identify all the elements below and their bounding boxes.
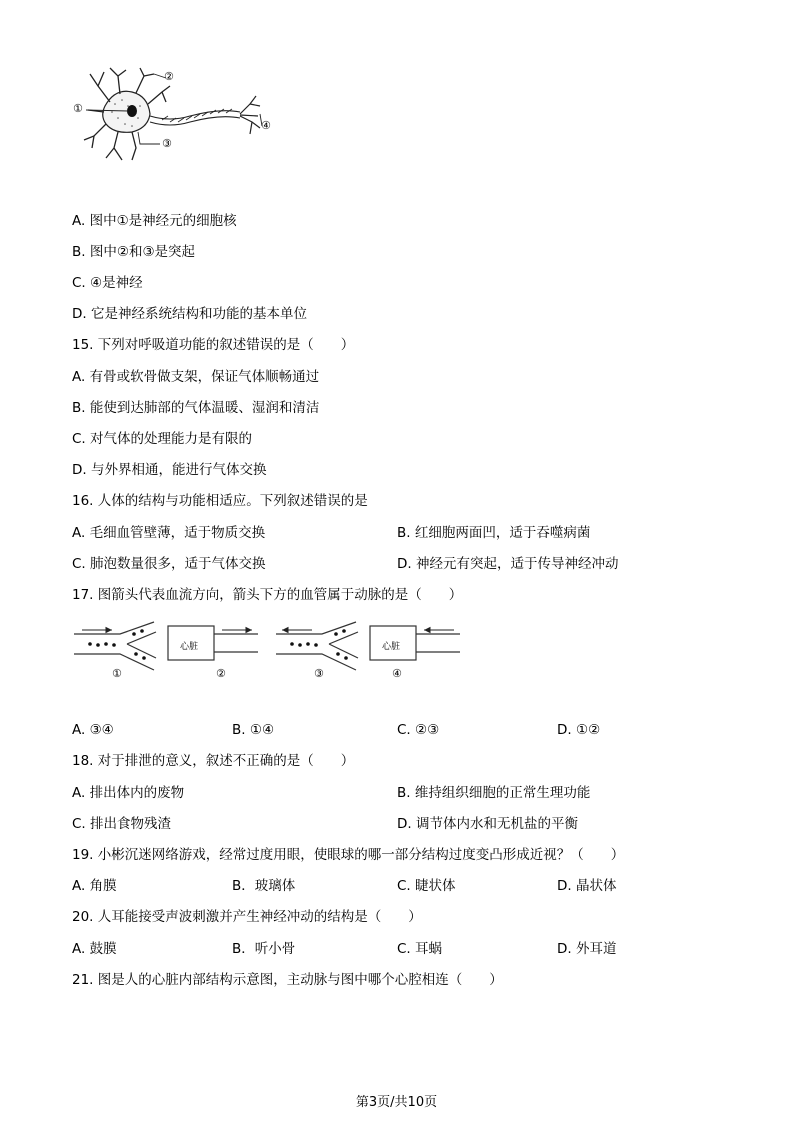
- heart-label-1: 心脏: [180, 642, 199, 652]
- q15-option-d: D. 与外界相通，能进行气体交换: [72, 462, 267, 478]
- q20-stem: 20. 人耳能接受声波刺激并产生神经冲动的结构是（ ）: [72, 909, 422, 925]
- q20-option-a: A. 鼓膜: [72, 941, 117, 957]
- q16-option-c: C. 肺泡数量很多，适于气体交换: [72, 556, 266, 572]
- q18-option-a: A. 排出体内的废物: [72, 785, 185, 801]
- vessel-number-3: ③: [314, 667, 324, 680]
- q19-option-d: D. 晶状体: [557, 878, 617, 894]
- q16-option-d: D. 神经元有突起，适于传导神经冲动: [397, 556, 619, 572]
- q17-option-c: C. ②③: [397, 722, 440, 738]
- vessel-number-4: ④: [392, 667, 402, 680]
- q20-option-c: C. 耳蜗: [397, 941, 443, 957]
- neuron-marker-4: ④: [261, 119, 271, 132]
- q20-option-d: D. 外耳道: [557, 941, 617, 957]
- neuron-marker-2: ②: [164, 70, 174, 83]
- q16-stem: 16. 人体的结构与功能相适应。下列叙述错误的是: [72, 493, 368, 509]
- blood-flow-diagram: [72, 620, 472, 688]
- neuron-diagram: [70, 66, 280, 166]
- q19-option-c: C. 睫状体: [397, 878, 456, 894]
- q21-stem: 21. 图是人的心脏内部结构示意图，主动脉与图中哪个心腔相连（ ）: [72, 972, 503, 988]
- q17-stem: 17. 图箭头代表血流方向，箭头下方的血管属于动脉的是（ ）: [72, 587, 463, 603]
- q18-option-d: D. 调节体内水和无机盐的平衡: [397, 816, 578, 832]
- neuron-figure: [70, 66, 280, 166]
- q14-option-d: D. 它是神经系统结构和功能的基本单位: [72, 306, 307, 322]
- q18-option-b: B. 维持组织细胞的正常生理功能: [397, 785, 591, 801]
- q17-option-b: B. ①④: [232, 722, 275, 738]
- q14-option-a: A. 图中①是神经元的细胞核: [72, 213, 237, 229]
- q14-option-b: B. 图中②和③是突起: [72, 244, 196, 260]
- q15-option-c: C. 对气体的处理能力是有限的: [72, 431, 253, 447]
- q19-stem: 19. 小彬沉迷网络游戏，经常过度用眼，使眼球的哪一部分结构过度变凸形成近视？（ ）: [72, 847, 625, 863]
- q17-option-d: D. ①②: [557, 722, 601, 738]
- blood-flow-figure: [72, 620, 472, 688]
- q18-stem: 18. 对于排泄的意义，叙述不正确的是（ ）: [72, 753, 355, 769]
- vessel-number-1: ①: [112, 667, 122, 680]
- q14-option-c: C. ④是神经: [72, 275, 143, 291]
- q16-option-b: B. 红细胞两面凹，适于吞噬病菌: [397, 525, 591, 541]
- heart-label-2: 心脏: [382, 642, 401, 652]
- q17-option-a: A. ③④: [72, 722, 114, 738]
- q15-stem: 15. 下列对呼吸道功能的叙述错误的是（ ）: [72, 337, 355, 353]
- vessel-number-2: ②: [216, 667, 226, 680]
- q19-option-a: A. 角膜: [72, 878, 117, 894]
- q20-option-b: B．听小骨: [232, 941, 296, 957]
- neuron-marker-3: ③: [162, 137, 172, 150]
- page-number: 第3页/共10页: [355, 1095, 438, 1110]
- q18-option-c: C. 排出食物残渣: [72, 816, 172, 832]
- q15-option-a: A. 有骨或软骨做支架，保证气体顺畅通过: [72, 369, 320, 385]
- q16-option-a: A. 毛细血管壁薄，适于物质交换: [72, 525, 266, 541]
- neuron-marker-1: ①: [73, 102, 83, 115]
- q15-option-b: B. 能使到达肺部的气体温暖、湿润和清洁: [72, 400, 320, 416]
- q19-option-b: B．玻璃体: [232, 878, 296, 894]
